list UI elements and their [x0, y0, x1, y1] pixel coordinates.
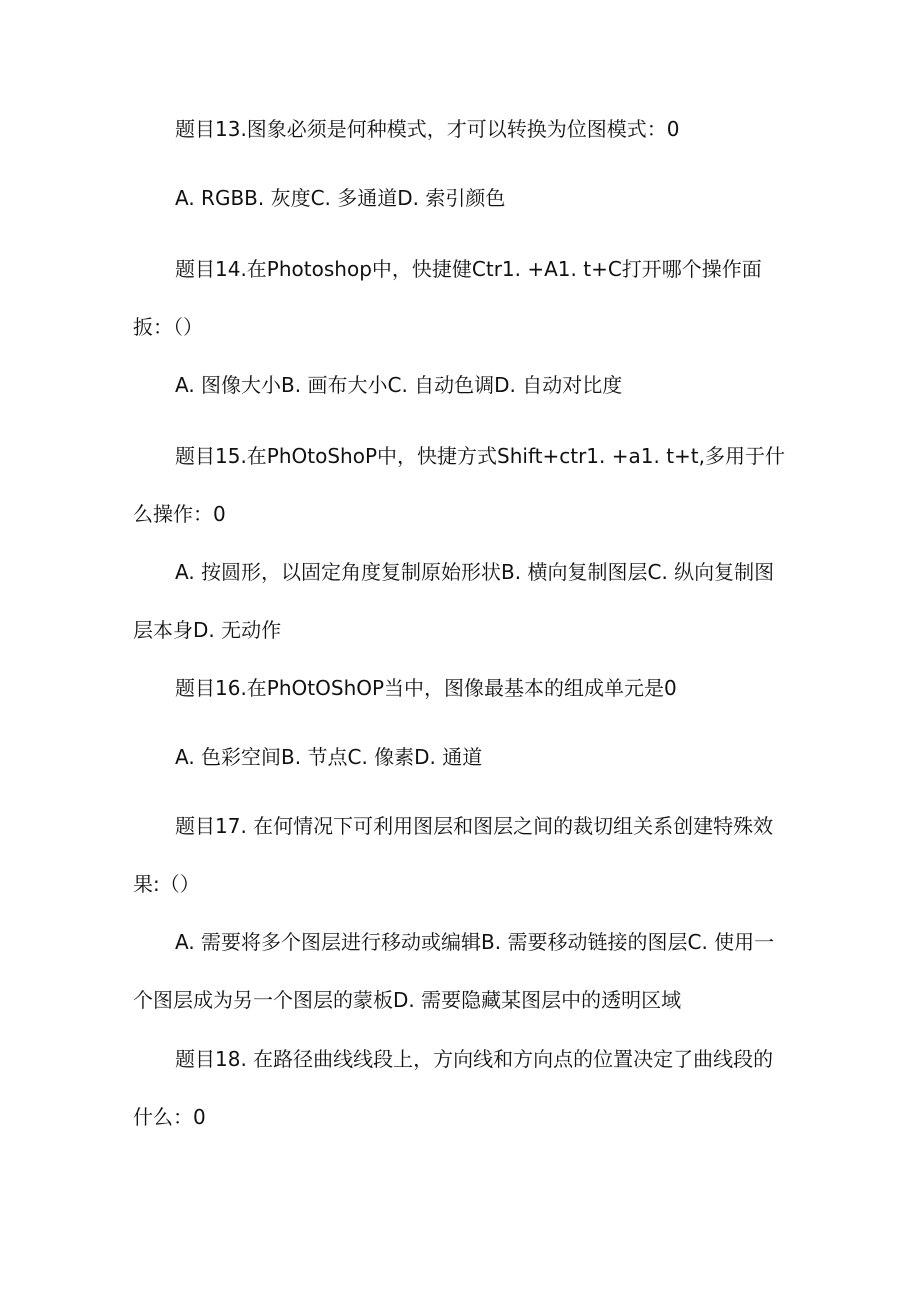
- question-13-title: 题目13.图象必须是何种模式，才可以转换为位图模式：0: [175, 117, 680, 141]
- question-18-title: 题目18. 在路径曲线线段上，方向线和方向点的位置决定了曲线段的什么：0: [133, 1047, 774, 1129]
- question-16-options: A. 色彩空间B. 节点C. 像素D. 通道: [175, 745, 483, 769]
- question-14-options: A. 图像大小B. 画布大小C. 自动色调D. 自动对比度: [175, 373, 623, 397]
- question-14-title: 题目14.在Photoshop中，快捷健Ctr1. +A1. t+C打开哪个操作面扳：（）: [133, 257, 762, 339]
- question-15-options: A. 按圆形，以固定角度复制原始形状B. 横向复制图层C. 纵向复制图层本身D. 无动作: [133, 560, 775, 642]
- question-16-title: 题目16.在PhOtOShOP当中，图像最基本的组成单元是0: [175, 676, 677, 700]
- question-17-options: A. 需要将多个图层进行移动或编辑B. 需要移动链接的图层C. 使用一个图层成为另一个图层的蒙板D. 需要隐藏某图层中的透明区域: [133, 930, 775, 1012]
- question-13-options: A. RGBB. 灰度C. 多通道D. 索引颜色: [175, 186, 506, 210]
- question-17-title: 题目17. 在何情况下可利用图层和图层之间的裁切组关系创建特殊效果:（）: [133, 814, 774, 896]
- question-15-title: 题目15.在PhOtoShoP中，快捷方式Shift+ctr1. +a1. t+t,多用于什么操作：0: [133, 444, 785, 526]
